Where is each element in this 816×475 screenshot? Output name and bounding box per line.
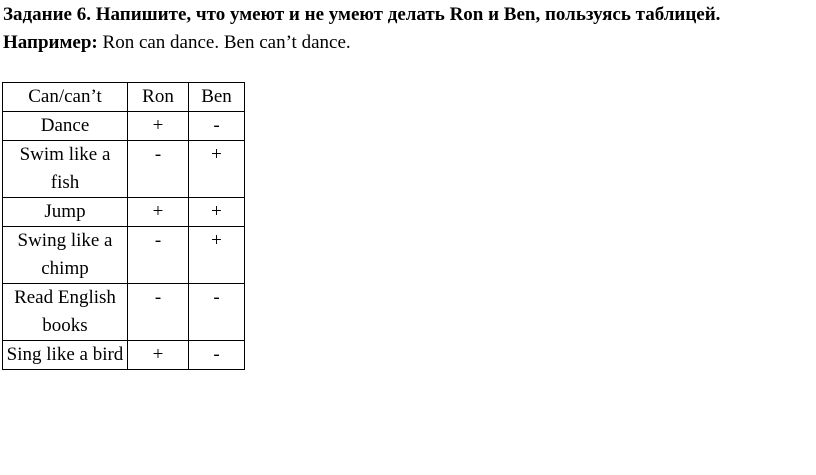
activity-cell: Swim like a fish — [3, 141, 128, 198]
activity-cell: Dance — [3, 112, 128, 141]
table-row — [3, 141, 245, 198]
activity-cell: Read English books — [3, 284, 128, 341]
table-header-row — [3, 83, 245, 112]
ben-cell: + — [189, 141, 245, 198]
ben-cell: + — [189, 198, 245, 227]
ben-cell: - — [189, 341, 245, 370]
activity-cell: Jump — [3, 198, 128, 227]
ron-cell: + — [128, 341, 189, 370]
ron-cell: + — [128, 198, 189, 227]
example-line — [3, 31, 351, 55]
table-row — [3, 341, 245, 370]
table-row — [3, 284, 245, 341]
ben-cell: - — [189, 284, 245, 341]
ben-cell: - — [189, 112, 245, 141]
table-row — [3, 112, 245, 141]
example-label: Например: — [3, 32, 98, 53]
header-cell-ben: Ben — [189, 83, 245, 112]
activity-cell: Sing like a bird — [3, 341, 128, 370]
example-text: Ron can dance. Ben can’t dance. — [97, 32, 351, 53]
table-row — [3, 198, 245, 227]
ron-cell: - — [128, 284, 189, 341]
table-row — [3, 227, 245, 284]
ron-cell: - — [128, 227, 189, 284]
ron-cell: + — [128, 112, 189, 141]
header-cell-activity: Can/can’t — [3, 83, 128, 112]
activity-cell: Swing like a chimp — [3, 227, 128, 284]
ron-cell: - — [128, 141, 189, 198]
ability-table — [2, 82, 245, 370]
header-cell-ron: Ron — [128, 83, 189, 112]
ben-cell: + — [189, 227, 245, 284]
task-title: Задание 6. Напишите, что умеют и не умеют делать Ron и Ben, пользуясь таблицей. — [3, 4, 721, 25]
